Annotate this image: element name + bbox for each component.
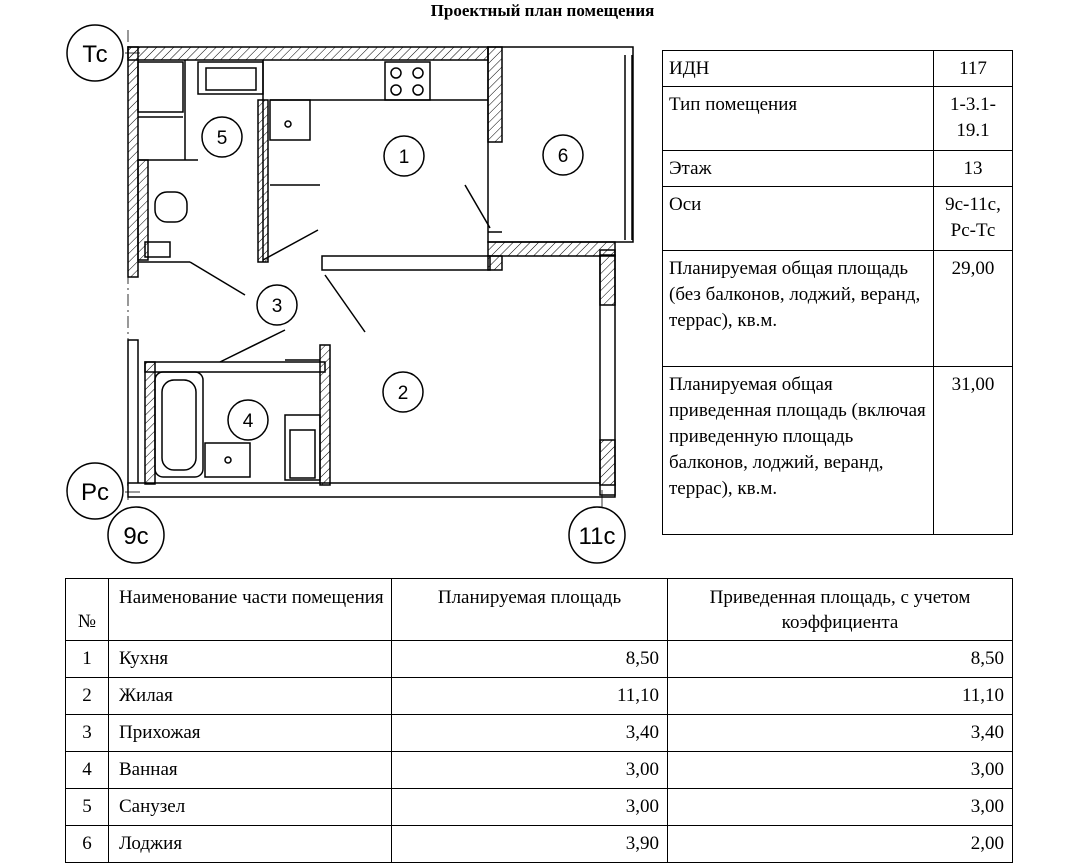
room-number-5: 5	[216, 128, 228, 149]
cell-name: Прихожая	[109, 715, 392, 752]
cell-name: Кухня	[109, 641, 392, 678]
loggia-wall-bottom	[488, 242, 615, 256]
axis-label-9c: 9с	[123, 523, 149, 550]
wall-bottom	[128, 483, 615, 497]
cell-num: 6	[66, 826, 109, 863]
cell-reduced: 3,40	[668, 715, 1013, 752]
table-row	[66, 752, 1013, 789]
cell-reduced: 8,50	[668, 641, 1013, 678]
header-name: Наименование части помещения	[109, 579, 392, 641]
table-row	[66, 715, 1013, 752]
info-label: Этаж	[663, 151, 934, 187]
cell-reduced: 2,00	[668, 826, 1013, 863]
cell-reduced: 3,00	[668, 752, 1013, 789]
cell-area: 3,40	[392, 715, 668, 752]
room-number-6: 6	[557, 146, 569, 167]
room-number-4: 4	[242, 411, 254, 432]
info-label: Планируемая общая приведенная площадь (включая приведенную площадь балконов, лоджий, веранд, террас), кв.м.	[663, 367, 934, 535]
wall-kitchen-living	[322, 256, 490, 270]
loggia-wall-left	[488, 47, 502, 142]
info-row	[663, 51, 1013, 87]
info-row	[663, 87, 1013, 151]
info-value: 9с-11с, Рс-Тс	[934, 187, 1013, 251]
room-number-3: 3	[271, 296, 283, 317]
cell-reduced: 11,10	[668, 678, 1013, 715]
floor-plan	[0, 0, 660, 575]
info-table	[662, 50, 1013, 535]
info-label: Тип помещения	[663, 87, 934, 151]
cell-name: Жилая	[109, 678, 392, 715]
info-label: Оси	[663, 187, 934, 251]
cell-area: 8,50	[392, 641, 668, 678]
cell-name: Ванная	[109, 752, 392, 789]
info-value: 13	[934, 151, 1013, 187]
cell-area: 3,00	[392, 789, 668, 826]
info-value: 117	[934, 51, 1013, 87]
cell-num: 3	[66, 715, 109, 752]
table-row	[66, 826, 1013, 863]
room-number-1: 1	[398, 147, 410, 168]
wall-left-bottom	[128, 340, 138, 485]
cell-name: Лоджия	[109, 826, 392, 863]
header-area: Планируемая площадь	[392, 579, 668, 641]
cell-area: 3,90	[392, 826, 668, 863]
page-title: Проектный план помещения	[430, 1, 655, 20]
info-row	[663, 251, 1013, 367]
info-label: ИДН	[663, 51, 934, 87]
cell-num: 5	[66, 789, 109, 826]
rooms-header-row	[66, 579, 1013, 641]
info-value: 1-3.1-19.1	[934, 87, 1013, 151]
axis-label-tc: Тс	[82, 41, 108, 68]
table-row	[66, 641, 1013, 678]
header-reduced: Приведенная площадь, с учетом коэффициента	[668, 579, 1013, 641]
table-row	[66, 678, 1013, 715]
cell-num: 1	[66, 641, 109, 678]
cell-name: Санузел	[109, 789, 392, 826]
cell-num: 2	[66, 678, 109, 715]
rooms-table	[65, 578, 1013, 863]
wall-left-top	[128, 47, 138, 277]
axis-label-rc: Рс	[80, 479, 110, 506]
room-number-2: 2	[397, 383, 409, 404]
table-row	[66, 789, 1013, 826]
info-label: Планируемая общая площадь (без балконов, лоджий, веранд, террас), кв.м.	[663, 251, 934, 367]
axis-label-11c: 11с	[578, 523, 616, 550]
header-num: №	[66, 579, 109, 641]
cell-area: 3,00	[392, 752, 668, 789]
info-value: 29,00	[934, 251, 1013, 367]
wall-top	[128, 47, 488, 60]
info-row	[663, 187, 1013, 251]
info-row	[663, 367, 1013, 535]
cell-area: 11,10	[392, 678, 668, 715]
cell-reduced: 3,00	[668, 789, 1013, 826]
info-row	[663, 151, 1013, 187]
info-value: 31,00	[934, 367, 1013, 535]
cell-num: 4	[66, 752, 109, 789]
